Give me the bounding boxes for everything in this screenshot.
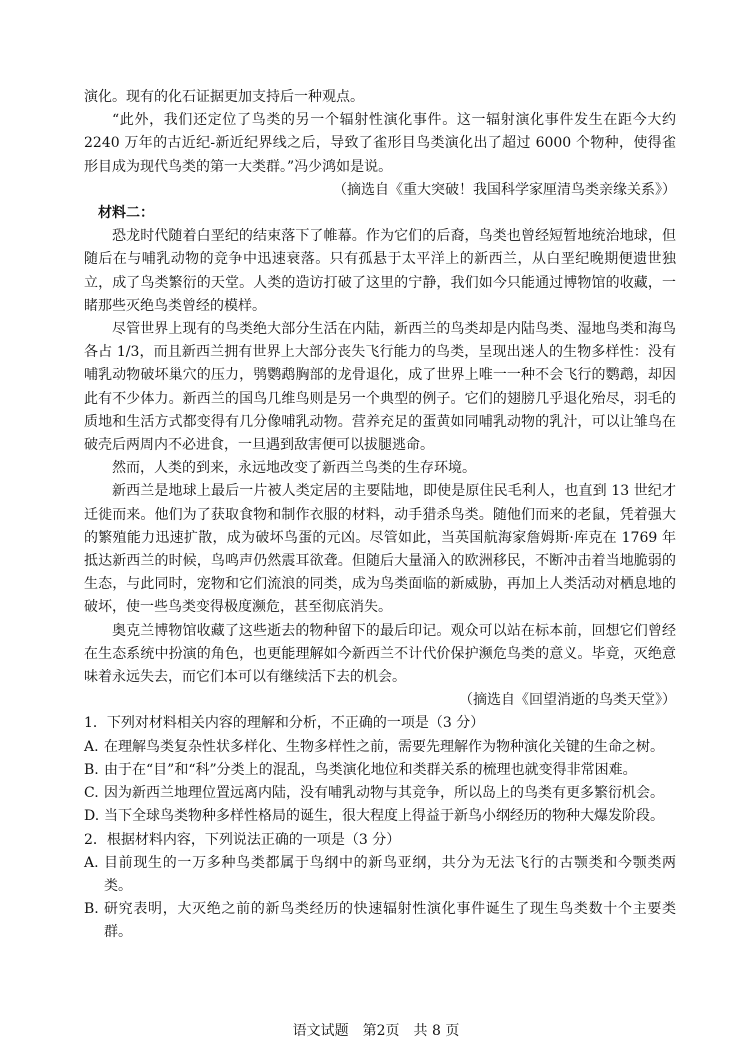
answer-option: [84, 852, 676, 898]
answer-option: [84, 736, 676, 759]
option-text: 因为新西兰地理位置远离内陆，没有哺乳动物与其竞争，所以岛上的鸟类有更多繁衍机会。: [104, 785, 664, 802]
paragraph: 尽管世界上现有的鸟类绝大部分生活在内陆，新西兰的鸟类却是内陆鸟类、湿地鸟类和海鸟各占 1/3，而且新西兰拥有世界上大部分丧失飞行能力的鸟类，呈现出迷人的生物多样性：没有哺乳动物破坏巢穴的压力，鸮鹦鹉胸部的龙骨退化，成了世界上唯一一种不会飞行的鹦鹉，却因此有不少体力。新西兰的国鸟几维鸟则是另一个典型的例子。它们的翅膀几乎退化殆尽，羽毛的质地和生活方式都变得有几分像哺乳动物。营养充足的蛋黄如同哺乳动物的乳汁，可以让雏鸟在破壳后两周内不必进食，一旦遇到敌害便可以拔腿逃命。: [84, 321, 676, 454]
option-text: 目前现生的一万多种鸟类都属于鸟纲中的新鸟亚纲，共分为无法飞行的古颚类和今颚类两类。: [104, 854, 676, 894]
paragraph: 然而，人类的到来，永远地改变了新西兰鸟类的生存环境。: [112, 460, 476, 477]
answer-option: [84, 898, 676, 944]
option-label: A.: [84, 854, 99, 871]
page-body: [84, 86, 676, 945]
option-text: 在理解鸟类复杂性状多样化、生物多样性之前，需要先理解作为物种演化关键的生命之树。: [104, 738, 664, 755]
answer-option: [84, 759, 676, 782]
question-stem: 2．根据材料内容，下列说法正确的一项是（3 分）: [84, 831, 401, 848]
section-heading: 材料二：: [98, 205, 154, 222]
option-label: A.: [84, 738, 99, 755]
paragraph: 新西兰是地球上最后一片被人类定居的主要陆地，即使是原住民毛利人，也直到 13 世纪才迁徙而来。他们为了获取食物和制作衣服的材料，动手猎杀鸟类。随他们而来的老鼠，凭着强大的繁殖能力迅速扩散，成为破坏鸟蛋的元凶。尽管如此，当英国航海家詹姆斯·库克在 1769 年抵达新西兰的时候，鸟鸣声仍然震耳欲聋。但随后大量涌入的欧洲移民，不断冲击着当地脆弱的生态，与此同时，宠物和它们流浪的同类，成为鸟类面临的新威胁，再加上人类活动对栖息地的破坏，使一些鸟类变得极度濒危，甚至彻底消失。: [84, 483, 676, 616]
answer-option: [84, 782, 676, 805]
page-footer: 语文试题 第2页 共 8 页: [292, 1023, 460, 1039]
option-label: B.: [84, 901, 99, 918]
paragraph: 奥克兰博物馆收藏了这些逝去的物种留下的最后印记。观众可以站在标本前，回想它们曾经在生态系统中扮演的角色，也更能理解如今新西兰不计代价保护濒危鸟类的意义。毕竟，灭绝意味着永远失去，而它们本可以有继续活下去的机会。: [84, 622, 676, 686]
paragraph: 演化。现有的化石证据更加支持后一种观点。: [84, 89, 364, 105]
source-citation: （摘选自《重大突破！我国科学家厘清鸟类亲缘关系》）: [333, 181, 676, 198]
option-text: 研究表明，大灭绝之前的新鸟类经历的快速辐射性演化事件诞生了现生鸟类数十个主要类群。: [104, 901, 676, 941]
option-text: 由于在“目”和“科”分类上的混乱，鸟类演化地位和类群关系的梳理也就变得非常困难。: [104, 761, 637, 778]
question-stem: 1．下列对材料相关内容的理解和分析，不正确的一项是（3 分）: [84, 715, 485, 732]
option-label: D.: [84, 808, 100, 825]
paragraph: “此外，我们还定位了鸟类的另一个辐射性演化事件。这一辐射演化事件发生在距今大约 2240 万年的古近纪-新近纪界线之后，导致了雀形目鸟类演化出了超过 6000 个物种，使得雀形目成为现代鸟类的第一大类群。”冯少鸿如是说。: [84, 112, 676, 175]
option-text: 当下全球鸟类物种多样性格局的诞生，很大程度上得益于新鸟小纲经历的物种大爆发阶段。: [104, 808, 664, 825]
source-citation: （摘选自《回望消逝的鸟类天堂》）: [459, 692, 676, 709]
paragraph: 恐龙时代随着白垩纪的结束落下了帷幕。作为它们的后裔，鸟类也曾经短暂地统治地球，但随后在与哺乳动物的竞争中迅速衰落。只有孤悬于太平洋上的新西兰，从白垩纪晚期便遗世独立，成了鸟类繁衍的天堂。人类的造访打破了这里的宁静，我们如今只能通过博物馆的收藏，一睹那些灭绝鸟类曾经的模样。: [84, 228, 676, 314]
option-label: C.: [84, 785, 99, 802]
answer-option: [84, 805, 676, 828]
option-label: B.: [84, 761, 99, 778]
